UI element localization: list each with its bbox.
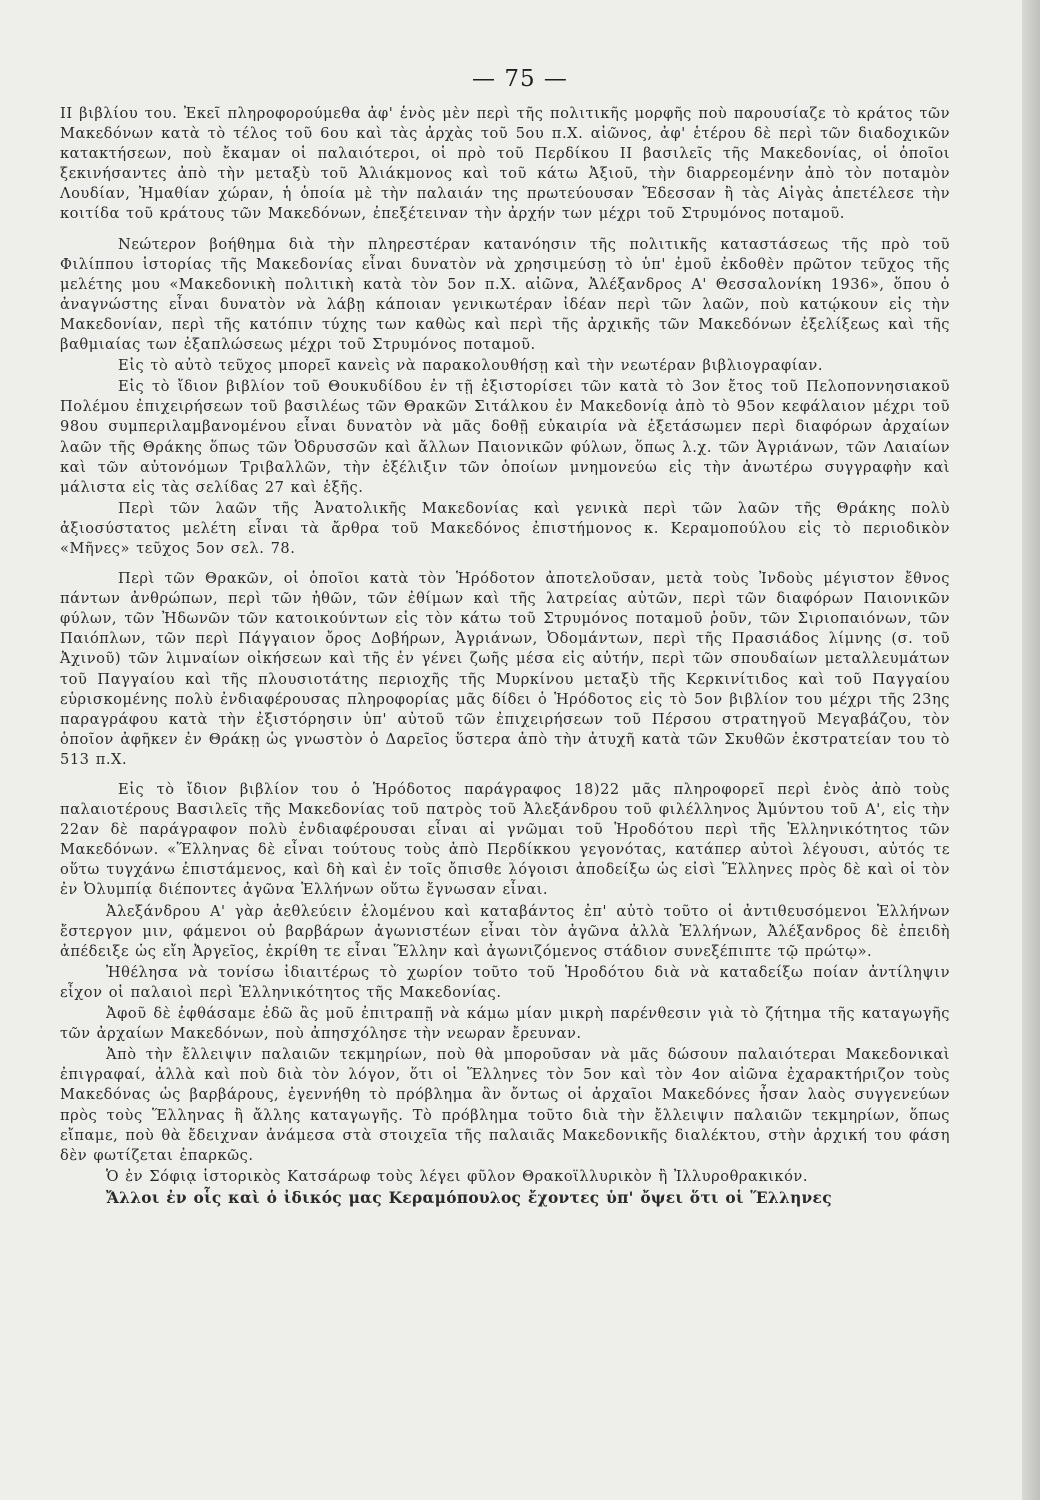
paragraph-3: Εἰς τὸ αὐτὸ τεῦχος μπορεῖ κανεὶς νὰ παρακολουθήσῃ καὶ τὴν νεωτέραν βιβλιογραφίαν. xyxy=(118,357,824,375)
paragraph-10: Ἀφοῦ δὲ ἐφθάσαμε ἐδῶ ἂς μοῦ ἐπιτραπῇ νὰ κάμω μίαν μικρὴ παρένθεσιν γιὰ τὸ ζήτημα τῆς καταγωγῆς τῶν ἀρχαίων Μακεδόνων, ποὺ ἀπησχόλησε τὴν νεωραν ἔρευναν. xyxy=(60,1005,950,1043)
paragraph-8: Ἀλεξάνδρου Α' γὰρ ἀεθλεύειν ἑλομένου καὶ καταβάντος ἐπ' αὐτὸ τοῦτο οἱ ἀντιθευσόμενοι Ἑλλήνων ἔστεργον μιν, φάμενοι οὐ βαρβάρων ἀγωνιστέων εἶναι τὸν ἀγῶνα ἀλλὰ Ἑλλήνων, Ἀλέξανδρος δὲ ἐπειδὴ ἀπέδειξε ὡς εἴη Ἀργεῖος, ἐκρίθη τε εἶναι Ἕλλην καὶ ἀγωνιζόμενος στάδιον συνεξέπιπτε τῷ πρώτῳ». xyxy=(60,902,950,960)
page-number: — 75 — xyxy=(472,66,568,92)
paragraph-6: Περὶ τῶν Θρακῶν, οἱ ὁποῖοι κατὰ τὸν Ἡρόδοτον ἀποτελοῦσαν, μετὰ τοὺς Ἰνδοὺς μέγιστον ἔθνος πάντων ἀνθρώπων, περὶ τῶν ἠθῶν, τῶν ἐθίμων καὶ τῆς λατρείας αὐτῶν, περὶ τῶν διαφόρων Παιονικῶν φύλων, τῶν Ἠδωνῶν τῶν κατοικούντων εἰς τὸν κάτω τοῦ Στρυμόνος ποταμοῦ ῥοῦν, τῶν Σιριοπαιόνων, τῶν Παιόπλων, τῶν περὶ Πάγγαιον ὄρος Δοβήρων, Ἀγριάνων, Ὀδομάντων, περὶ τῆς Πρασιάδος λίμνης (σ. τοῦ Ἀχινοῦ) τῶν λιμναίων οἰκήσεων καὶ τῆς ἐν γένει ζωῆς μέσα εἰς αὐτήν, περὶ τῶν σπουδαίων μεταλλευμάτων τοῦ Παγγαίου καὶ τῆς πλουσιοτάτης περιοχῆς τῆς Μυρκίνου μεταξὺ τῆς Κερκινίτιδος καὶ τοῦ Παγγαίου εὑρισκομένης πολὺ ἐνδιαφέρουσας πληροφορίας μᾶς δίδει ὁ Ἡρόδοτος εἰς τὸ 5ον βιβλίον του μέχρι τῆς 23ης παραγράφου κατὰ τὴν ἐξιστόρησιν ὑπ' αὐτοῦ τῶν ἐπιχειρήσεων τοῦ Πέρσου στρατηγοῦ Μεγαβάζου, τὸν ὁποῖον ἀφῆκεν ἐν Θράκῃ ὡς γνωστὸν ὁ Δαρεῖος ὕστερα ἀπὸ τὴν ἀτυχῆ κατὰ τῶν Σκυθῶν ἐκστρατείαν του τὸ 513 π.Χ. xyxy=(60,570,950,768)
paragraph-4: Εἰς τὸ ἴδιον βιβλίον τοῦ Θουκυδίδου ἐν τῇ ἐξιστορίσει τῶν κατὰ τὸ 3ον ἔτος τοῦ Πελοποννησιακοῦ Πολέμου ἐπιχειρήσεων τοῦ βασιλέως τῶν Θρακῶν Σιτάλκου ἐν Μακεδονίᾳ ἀπὸ τὸ 95ον κεφάλαιον μέχρι τοῦ 98ου συμπεριλαμβανομένου εἶναι δυνατὸν νὰ μᾶς δοθῇ εὐκαιρία νὰ ἐξετάσωμεν περὶ διαφόρων ἀρχαίων λαῶν τῆς Θράκης ὅπως τῶν Ὀδρυσσῶν καὶ ἄλλων Παιονικῶν φύλων, ὅπως λ.χ. τῶν Ἀγριάνων, τῶν Λαιαίων καὶ τῶν αὐτονόμων Τριβαλλῶν, τὴν ἐξέλιξιν τῶν ὁποίων μνημονεύω εἰς τὴν ἀνωτέρω συγγραφὴν καὶ μάλιστα εἰς τὰς σελίδας 27 καὶ ἑξῆς. xyxy=(60,378,950,496)
page-edge-shadow xyxy=(1022,0,1040,1500)
paragraph-7: Εἰς τὸ ἴδιον βιβλίον του ὁ Ἡρόδοτος παράγραφος 18)22 μᾶς πληροφορεῖ περὶ ἑνὸς ἀπὸ τοὺς παλαιοτέρους Βασιλεῖς τῆς Μακεδονίας τοῦ πατρὸς τοῦ Ἀλεξάνδρου τοῦ φιλέλληνος Ἀμύντου τοῦ Α', εἰς τὴν 22αν δὲ παράγραφον πολὺ ἐνδιαφέρουσαι εἶναι αἱ γνῶμαι τοῦ Ἡροδότου περὶ τῆς Ἑλληνικότητος τῶν Μακεδόνων. «Ἕλληνας δὲ εἶναι τούτους τοὺς ἀπὸ Περδίκκου γεγονότας, κατάπερ αὐτοὶ λέγουσι, αὐτός τε οὕτω τυγχάνω ἐπιστάμενος, καὶ δὴ καὶ ἐν τοῖς ὄπισθε λόγοισι ἀποδείξω ὡς εἰσὶ Ἕλληνες πρὸς δὲ καὶ οἱ τὸν ἐν Ὀλυμπίᾳ διέποντες ἀγῶνα Ἑλλήνων οὕτω ἔγνωσαν εἶναι. xyxy=(60,781,950,899)
paragraph-9: Ἠθέλησα νὰ τονίσω ἰδιαιτέρως τὸ χωρίον τοῦτο τοῦ Ἡροδότου διὰ νὰ καταδείξω ποίαν ἀντίληψιν εἶχον οἱ παλαιοὶ περὶ Ἑλληνικότητος τῆς Μακεδονίας. xyxy=(60,963,950,1001)
paragraph-13: Ἄλλοι ἐν οἷς καὶ ὁ ἰδικός μας Κεραμόπουλος ἔχοντες ὑπ' ὄψει ὅτι οἱ Ἕλληνες xyxy=(106,1188,832,1207)
paragraph-11: Ἀπὸ τὴν ἔλλειψιν παλαιῶν τεκμηρίων, ποὺ θὰ μποροῦσαν νὰ μᾶς δώσουν παλαιότεραι Μακεδονικαὶ ἐπιγραφαί, ἀλλὰ καὶ ποὺ διὰ τὸν λόγον, ὅτι οἱ Ἕλληνες τὸν 5ον καὶ τὸν 4ον αἰῶνα ἐχαρακτήριζον τοὺς Μακεδόνας ὡς βαρβάρους, ἐγεννήθη τὸ πρόβλημα ἂν ὄντως οἱ ἀρχαῖοι Μακεδόνες ἦσαν λαὸς συγγενεύων πρὸς τοὺς Ἕλληνας ἢ ἄλλης καταγωγῆς. Τὸ πρόβλημα τοῦτο διὰ τὴν ἔλλειψιν παλαιῶν τεκμηρίων, ὅπως εἴπαμε, ποὺ θὰ ἔδειχναν ἀνάμεσα στὰ στοιχεῖα τῆς παλαιᾶς Μακεδονικῆς διαλέκτου, στὴν ἀρχική του φάση δὲν φωτίζεται ἐπαρκῶς. xyxy=(60,1046,950,1164)
paragraph-12: Ὁ ἐν Σόφιᾳ ἱστορικὸς Κατσάρωφ τοὺς λέγει φῦλον Θρακοϊλλυρικὸν ἢ Ἰλλυροθρακικόν. xyxy=(106,1167,809,1185)
paragraph-1: ΙΙ βιβλίου του. Ἐκεῖ πληροφορούμεθα ἀφ' ἑνὸς μὲν περὶ τῆς πολιτικῆς μορφῆς ποὺ παρουσίαζε τὸ κράτος τῶν Μακεδόνων κατὰ τὸ τέλος τοῦ 6ου καὶ τὰς ἀρχὰς τοῦ 5ου π.Χ. αἰῶνος, ἀφ' ἑτέρου δὲ περὶ τῶν διαδοχικῶν κατακτήσεων, ποὺ ἔκαμαν οἱ παλαιότεροι, οἱ πρὸ τοῦ Περδίκου ΙΙ βασιλεῖς τῆς Μακεδονίας, οἱ ὁποῖοι ξεκινήσαντες ἀπὸ τὴν μεταξὺ τοῦ Ἀλιάκμονος καὶ τοῦ κάτω Ἀξιοῦ, τὴν διαρρεομένην ἀπὸ τὸν ποταμὸν Λουδίαν, Ἠμαθίαν χώραν, ἡ ὁποία μὲ τὴν παλαιάν της πρωτεύουσαν Ἔδεσσαν ἢ τὰς Αἰγὰς ἀπετέλεσε τὴν κοιτίδα τοῦ κράτους τῶν Μακεδόνων, ἐπεξέτειναν τὴν ἀρχήν των μέχρι τοῦ Στρυμόνος ποταμοῦ. xyxy=(60,105,950,223)
paragraph-2: Νεώτερον βοήθημα διὰ τὴν πληρεστέραν κατανόησιν τῆς πολιτικῆς καταστάσεως τῆς πρὸ τοῦ Φιλίππου ἱστορίας τῆς Μακεδονίας εἶναι δυνατὸν νὰ χρησιμεύσῃ τὸ ὑπ' ἐμοῦ ἐκδοθὲν πρῶτον τεῦχος τῆς μελέτης μου «Μακεδονικὴ πολιτικὴ κατὰ τὸν 5ον π.Χ. αἰῶνα, Ἀλέξανδρος Α' Θεσσαλονίκη 1936», ὅπου ὁ ἀναγνώστης εἶναι δυνατὸν νὰ λάβῃ κάποιαν γενικωτέραν ἰδέαν περὶ τῶν λαῶν, ποὺ κατῴκουν εἰς τὴν Μακεδονίαν, περὶ τῆς κατόπιν τύχης των καθὼς καὶ περὶ τῆς ἀρχικῆς τῶν Μακεδόνων ἐξελίξεως καὶ τῆς βαθμιαίας των ἐξαπλώσεως μέχρι τοῦ Στρυμόνος ποταμοῦ. xyxy=(60,235,950,354)
body-text xyxy=(60,104,950,1209)
paragraph-5: Περὶ τῶν λαῶν τῆς Ἀνατολικῆς Μακεδονίας καὶ γενικὰ περὶ τῶν λαῶν τῆς Θράκης πολὺ ἀξιοσύστατος μελέτη εἶναι τὰ ἄρθρα τοῦ Μακεδόνος ἐπιστήμονος κ. Κεραμοπούλου εἰς τὸ περιοδικὸν «Μῆνες» τεῦχος 5ον σελ. 78. xyxy=(60,499,950,557)
